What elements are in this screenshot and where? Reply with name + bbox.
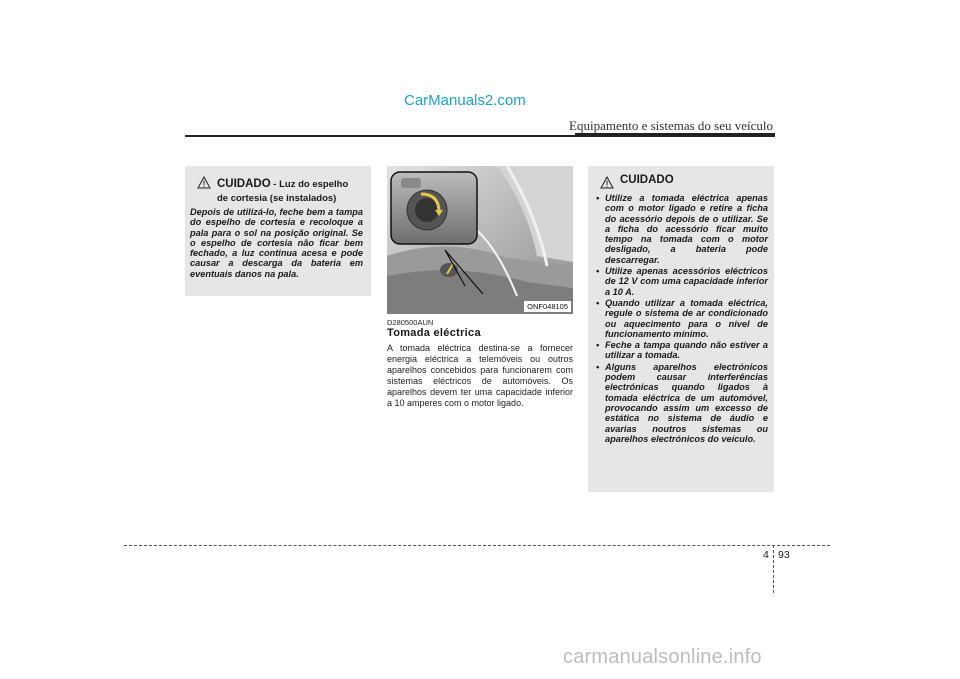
chapter-number: 4 — [763, 549, 769, 561]
caution-item: • Quando utilizar a tomada eléctrica, regule o sistema de ar condicionado ou aquecimento para o nível de funcionamento mínimo. — [592, 298, 768, 339]
watermark-bottom[interactable]: carmanualsonline.info — [563, 646, 762, 668]
power-outlet-illustration — [387, 166, 573, 314]
caution-body: Depois de utilizá-lo, feche bem a tampa do espelho de cortesia e recoloque a pala para o sol na posição original. Se o espelho de cortesia não ficar bem fechado, a luz continua acesa e pode causar a descarga da bateria em eventuais danos na pala. — [190, 207, 363, 279]
footer-divider — [773, 545, 774, 593]
section-body: A tomada eléctrica destina-se a fornecer energia eléctrica a telemóveis ou outros aparelhos concebidos para funcionarem com sistemas eléctricos de automóveis. Os aparelhos devem ter uma capacidade inferior a 10 amperes com o motor ligado. — [387, 343, 573, 409]
caution-item: • Alguns aparelhos electrónicos podem causar interferências electrónicas quando ligados à tomada eléctrica de um automóvel, provocando assim um excesso de estática no sistema de áudio e avarias noutros sistemas ou aparelhos electrónicos do veículo. — [592, 362, 768, 444]
section-code: D280500AUN — [387, 318, 434, 327]
caution-box-vanity-mirror — [185, 166, 371, 296]
page-number: 93 — [778, 549, 790, 561]
power-outlet-photo — [387, 166, 573, 314]
caution-subtitle: - Luz do espelho — [270, 179, 349, 190]
caution-title: CUIDADO — [620, 174, 674, 186]
header-rule-accent — [575, 133, 775, 137]
caution-title: CUIDADO — [217, 178, 271, 190]
warning-icon — [600, 176, 614, 189]
caution-box-power-outlet — [588, 166, 774, 492]
caution-item: • Feche a tampa quando não estiver a utilizar a tomada. — [592, 340, 768, 361]
caution-item: • Utilize apenas acessórios eléctricos de 12 V com uma capacidade inferior a 10 A. — [592, 266, 768, 297]
caution-subtitle-line2: de cortesia (se instalados) — [217, 193, 337, 204]
caution-item: • Utilize a tomada eléctrica apenas com o motor ligado e retire a ficha do acessório depois de o utilizar. Se a ficha do acessório ficar muito tempo na tomada com o motor desligado, a bateria pode descarregar. — [592, 193, 768, 265]
watermark-top[interactable]: CarManuals2.com — [404, 92, 526, 109]
caution-list — [588, 193, 774, 444]
figure-code: ONF048105 — [524, 301, 571, 312]
footer-rule — [124, 545, 830, 546]
section-heading: Tomada eléctrica — [387, 327, 481, 339]
warning-icon — [197, 176, 211, 189]
page-section-title: Equipamento e sistemas do seu veículo — [569, 118, 773, 133]
